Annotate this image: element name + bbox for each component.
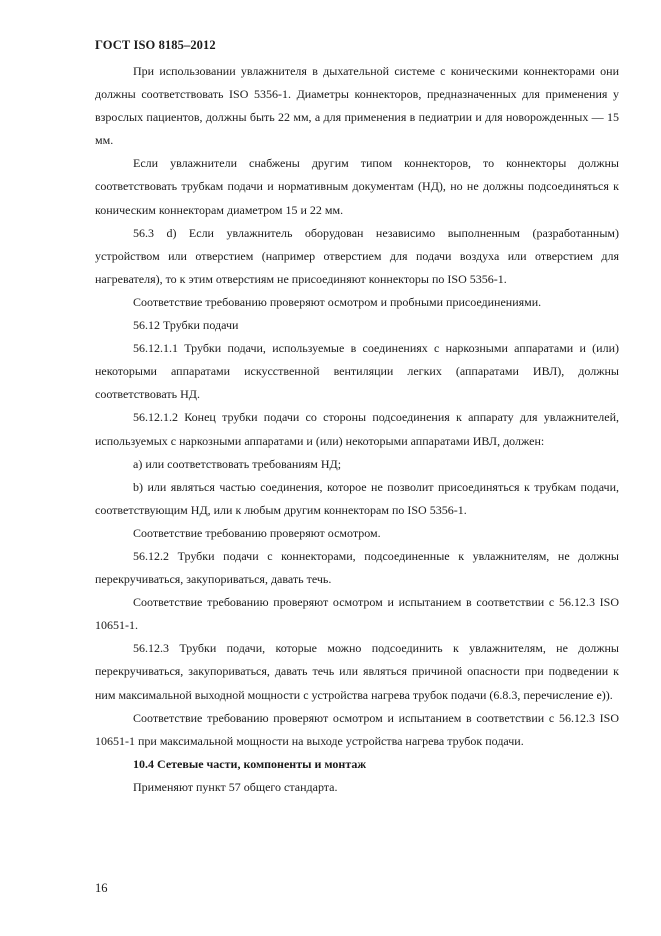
paragraph: Применяют пункт 57 общего стандарта. bbox=[133, 779, 338, 794]
paragraph: Соответствие требованию проверяют осмотром и испытанием в соответствии с 56.12.3 ISO 10651-1 при максимальной мощности на выходе устройства нагрева трубок подачи. bbox=[95, 710, 619, 748]
document-header: ГОСТ ISO 8185–2012 bbox=[95, 38, 216, 52]
paragraph: При использовании увлажнителя в дыхательной системе с коническими коннекторами они должны соответствовать ISO 5356-1. Диаметры коннекторов, предназначенных для применения у взрослых пациентов, должны быть 22 мм, а для применения в педиатрии и для новорожденных — 15 мм. bbox=[95, 64, 619, 148]
paragraph: 56.12.1.2 Конец трубки подачи со стороны подсоединения к аппарату для увлажнителей, используемых с наркозными аппаратами и (или) некоторыми аппаратами ИВЛ, должен: bbox=[95, 410, 619, 448]
list-item: b) или являться частью соединения, которое не позволит присоединяться к трубкам подачи, соответствующим НД, или к любым другим коннекторам по ISO 5356-1. bbox=[95, 479, 619, 517]
paragraph: Соответствие требованию проверяют осмотром. bbox=[133, 525, 381, 540]
paragraph: 56.3 d) Если увлажнитель оборудован независимо выполненным (разработанным) устройством или отверстием (например отверстием для подачи воздуха или отверстием для нагревателя), то к этим отверстиям не присоединяют коннекторы по ISO 5356-1. bbox=[95, 225, 619, 286]
subsection-title: 56.12 Трубки подачи bbox=[133, 318, 239, 333]
paragraph: Соответствие требованию проверяют осмотром и испытанием в соответствии с 56.12.3 ISO 10651-1. bbox=[95, 595, 619, 633]
list-item: a) или соответствовать требованиям НД; bbox=[133, 456, 342, 471]
paragraph: 56.12.1.1 Трубки подачи, используемые в соединениях с наркозными аппаратами и (или) некоторыми аппаратами искусственной вентиляции легких (аппаратами ИВЛ), должны соответствовать НД. bbox=[95, 341, 619, 402]
page-number: 16 bbox=[95, 881, 108, 895]
paragraph: Соответствие требованию проверяют осмотром и пробными присоединениями. bbox=[133, 294, 542, 309]
document-body bbox=[95, 60, 619, 799]
paragraph: 56.12.2 Трубки подачи с коннекторами, подсоединенные к увлажнителям, не должны перекручиваться, закупориваться, давать течь. bbox=[95, 548, 619, 587]
paragraph: 56.12.3 Трубки подачи, которые можно подсоединить к увлажнителям, не должны перекручиваться, закупориваться, давать течь или являться причиной опасности при подведении к ним максимальной выходной мощности с устройства нагрева трубок подачи (6.8.3, перечисление е)). bbox=[95, 641, 619, 702]
paragraph: Если увлажнители снабжены другим типом коннекторов, то коннекторы должны соответствовать трубкам подачи и нормативным документам (НД), но не должны подсоединяться к коническим коннекторам диаметром 15 и 22 мм. bbox=[95, 156, 619, 217]
section-heading: 10.4 Сетевые части, компоненты и монтаж bbox=[133, 756, 367, 771]
